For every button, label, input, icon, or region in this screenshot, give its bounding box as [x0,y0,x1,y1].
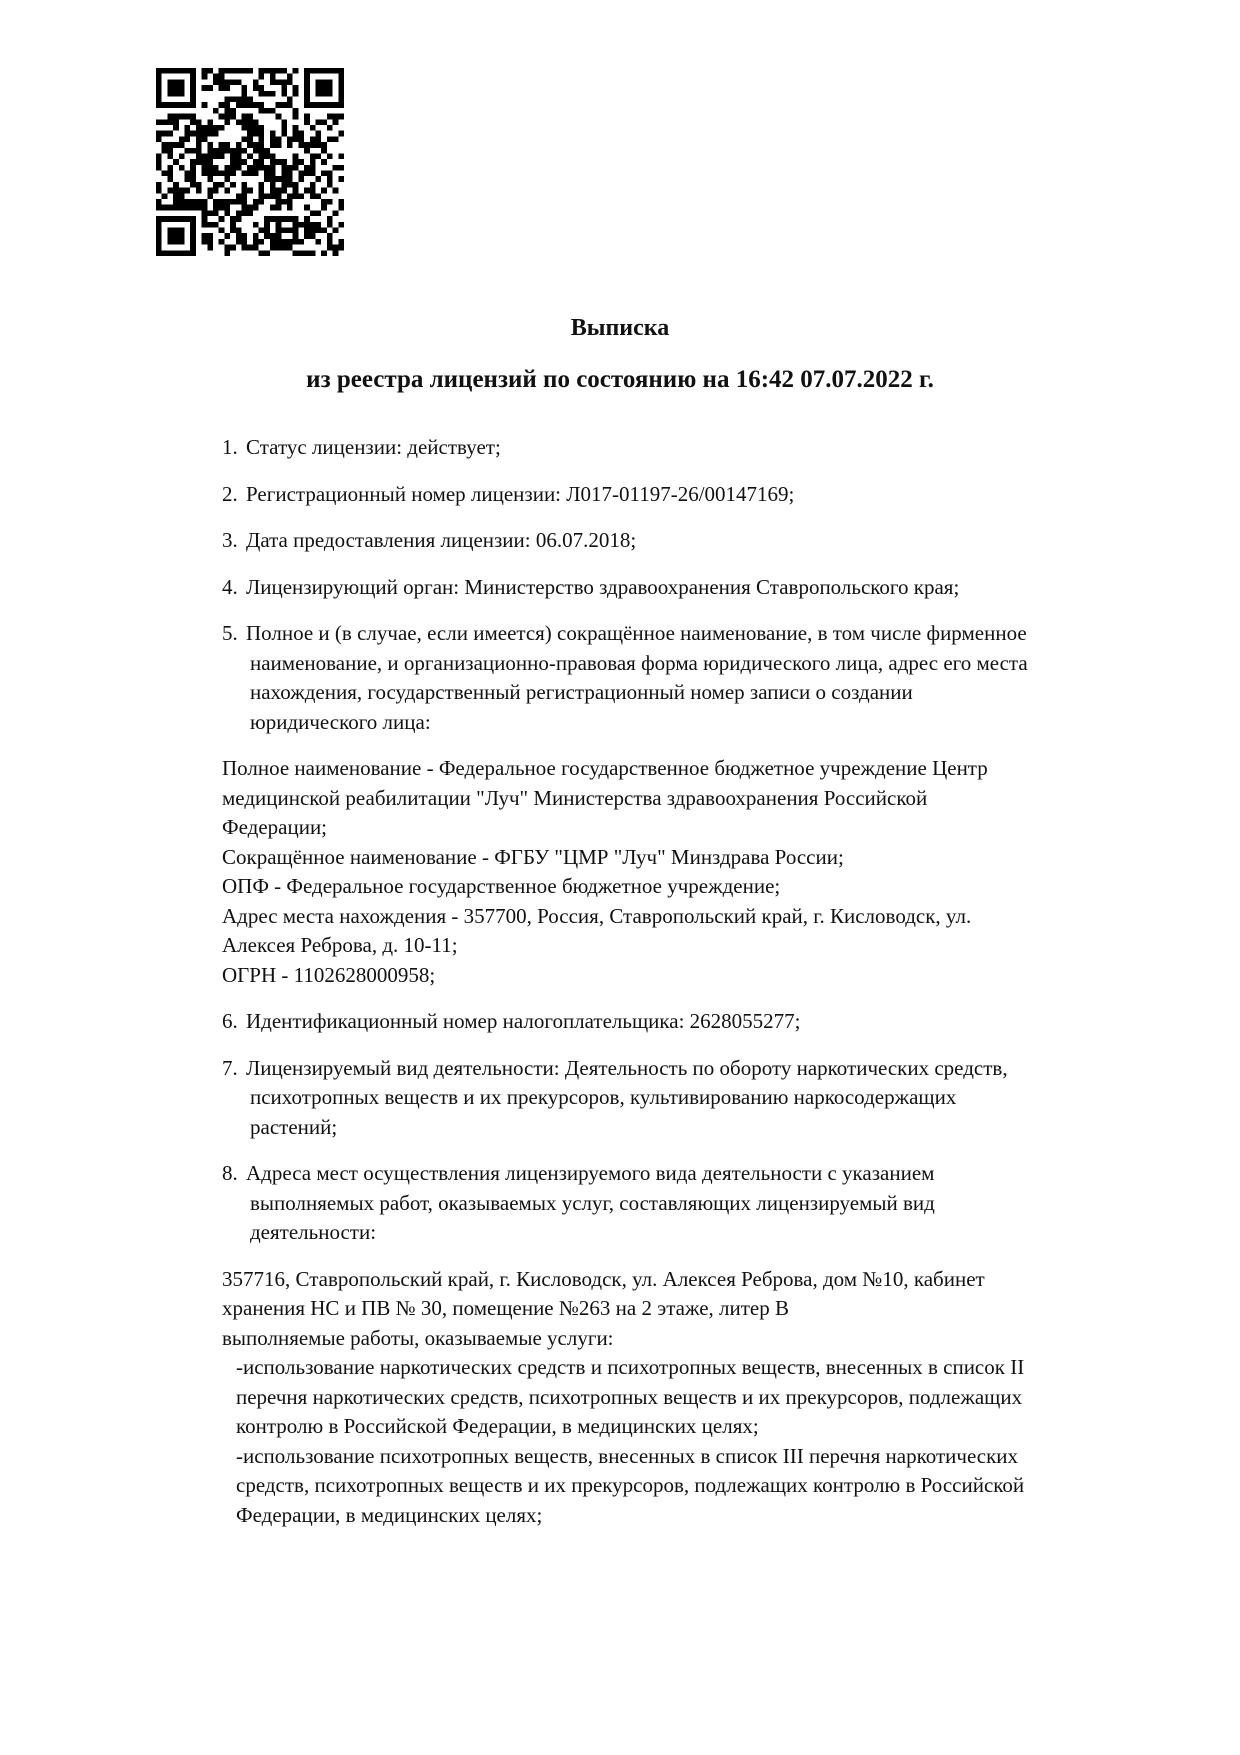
service-line: Федерации, в медицинских целях; [236,1502,543,1527]
list-item-activity: 7. Лицензируемый вид деятельности: Деятельность по обороту наркотических средств, психотропных веществ и их прекурсоров, культивированию наркосодержащих растений; [222,1055,1008,1139]
list-item-addresses: 8. Адреса мест осуществления лицензируемого вида деятельности с указанием выполняемых работ, оказываемых услуг, составляющих лицензируемый вид деятельности: [222,1161,935,1244]
service-line: -использование психотропных веществ, внесенных в список III перечня наркотических [236,1443,1019,1468]
qr-code [156,68,344,256]
document-body [222,433,1182,1530]
services-list [222,1353,1182,1530]
org-line: медицинской реабилитации "Луч" Министерства здравоохранения Российской [222,785,928,810]
org-line: Федерации; [222,815,328,839]
address-line: 357716, Ставропольский край, г. Кисловодск, ул. Алексея Реброва, дом №10, кабинет [222,1266,985,1291]
list-item-date: 3. Дата предоставления лицензии: 06.07.2018; [222,528,637,552]
org-line: Алексея Реброва, д. 10-11; [222,933,458,957]
org-line: ОПФ - Федеральное государственное бюджетное учреждение; [222,874,781,898]
org-line: Полное наименование - Федеральное государственное бюджетное учреждение Центр [222,756,988,780]
service-line: перечня наркотических средств, психотропных веществ и их прекурсоров, подлежащих [236,1384,1023,1409]
list-item-inn: 6. Идентификационный номер налогоплательщика: 2628055277; [222,1009,801,1033]
address-block [222,1265,1182,1354]
service-line: средств, психотропных веществ и их прекурсоров, подлежащих контролю в Российской [236,1473,1025,1497]
list-item-status: 1. Статус лицензии: действует; [222,435,501,459]
org-details [222,754,1182,990]
org-line: Адрес места нахождения - 357700, Россия, Ставропольский край, г. Кисловодск, ул. [222,903,972,928]
service-line: контролю в Российской Федерации, в медицинских целях; [236,1414,759,1438]
org-line: ОГРН - 1102628000958; [222,962,436,987]
address-line: выполняемые работы, оказываемые услуги: [222,1325,614,1350]
document-title: Выписка [570,315,670,341]
list-item-reg-number: 2. Регистрационный номер лицензии: Л017-01197-26/00147169; [222,481,795,506]
list-item-org-info: 5. Полное и (в случае, если имеется) сокращённое наименование, в том числе фирменное наименование, и организационно-правовая форма юридического лица, адрес его места нахождения, государственный регистрационный номер записи о создании юридического лица: [222,621,1028,734]
org-line: Сокращённое наименование - ФГБУ "ЦМР "Луч" Минздрава России; [222,844,844,869]
service-line: -использование наркотических средств и психотропных веществ, внесенных в список II [236,1355,1025,1379]
document-subtitle: из реестра лицензий по состоянию на 16:42 07.07.2022 г. [306,366,934,393]
address-line: хранения НС и ПВ № 30, помещение №263 на 2 этаже, литер В [222,1296,790,1320]
list-item-authority: 4. Лицензирующий орган: Министерство здравоохранения Ставропольского края; [222,574,960,599]
